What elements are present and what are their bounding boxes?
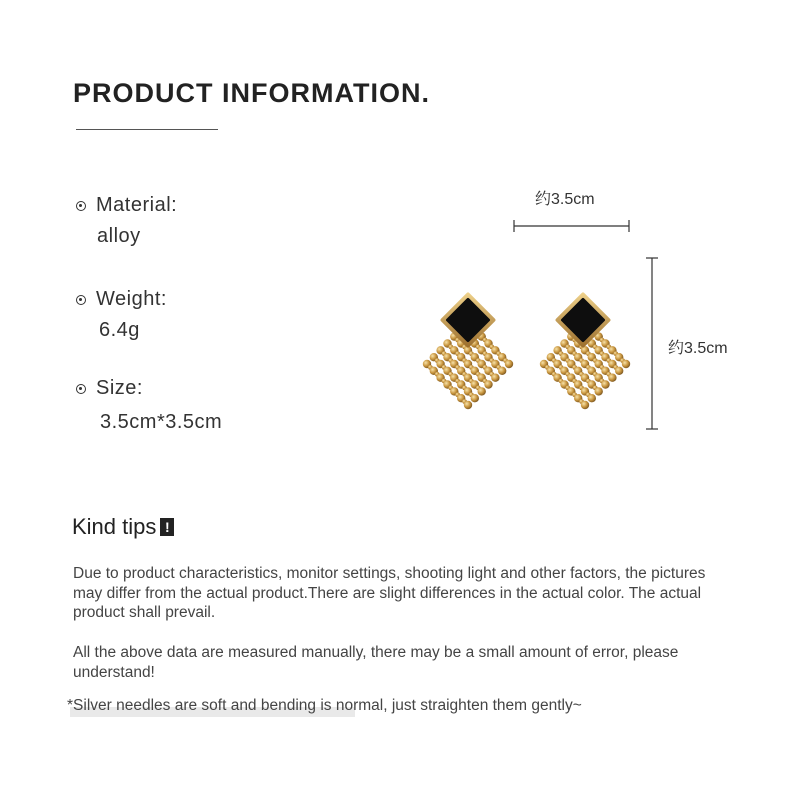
gold-bead	[601, 380, 609, 388]
gold-bead	[491, 374, 499, 382]
gold-bead	[588, 394, 596, 402]
page-title: PRODUCT INFORMATION.	[73, 78, 430, 108]
spec-label: Size:	[96, 377, 143, 399]
needle-note: *Silver needles are soft and bending is normal, just straighten them gently~	[67, 697, 582, 714]
gold-bead	[471, 394, 479, 402]
gold-bead	[608, 374, 616, 382]
gold-bead	[478, 387, 486, 395]
gold-bead	[498, 367, 506, 375]
gold-bead	[505, 360, 513, 368]
gold-bead	[622, 360, 630, 368]
spec-label: Material:	[96, 194, 178, 216]
gold-bead	[484, 380, 492, 388]
left-earring	[423, 292, 513, 409]
measurement-paragraph: All the above data are measured manually, there may be a small amount of error, please understand!	[73, 644, 679, 681]
right-earring	[540, 292, 630, 409]
gold-bead	[595, 387, 603, 395]
gold-bead	[615, 367, 623, 375]
width-dimension-line	[514, 220, 629, 232]
kind-tips-heading	[72, 514, 174, 540]
gold-bead	[464, 401, 472, 409]
spec-value: 6.4g	[99, 319, 140, 341]
disclaimer-paragraph: Due to product characteristics, monitor settings, shooting light and other factors, the pictures may differ from the actual product.There are slight differences in the actual color. The actual product shall prevail.	[73, 565, 706, 621]
height-dimension-label: 约3.5cm	[668, 340, 728, 357]
spec-value: alloy	[97, 225, 141, 247]
spec-value: 3.5cm*3.5cm	[100, 411, 223, 433]
exclamation-icon: !	[160, 518, 174, 536]
spec-label: Weight:	[96, 288, 167, 310]
height-dimension-line	[646, 258, 658, 429]
gold-bead	[581, 401, 589, 409]
width-dimension-label: 约3.5cm	[535, 191, 595, 208]
kind-tips-title: Kind tips	[72, 514, 157, 539]
